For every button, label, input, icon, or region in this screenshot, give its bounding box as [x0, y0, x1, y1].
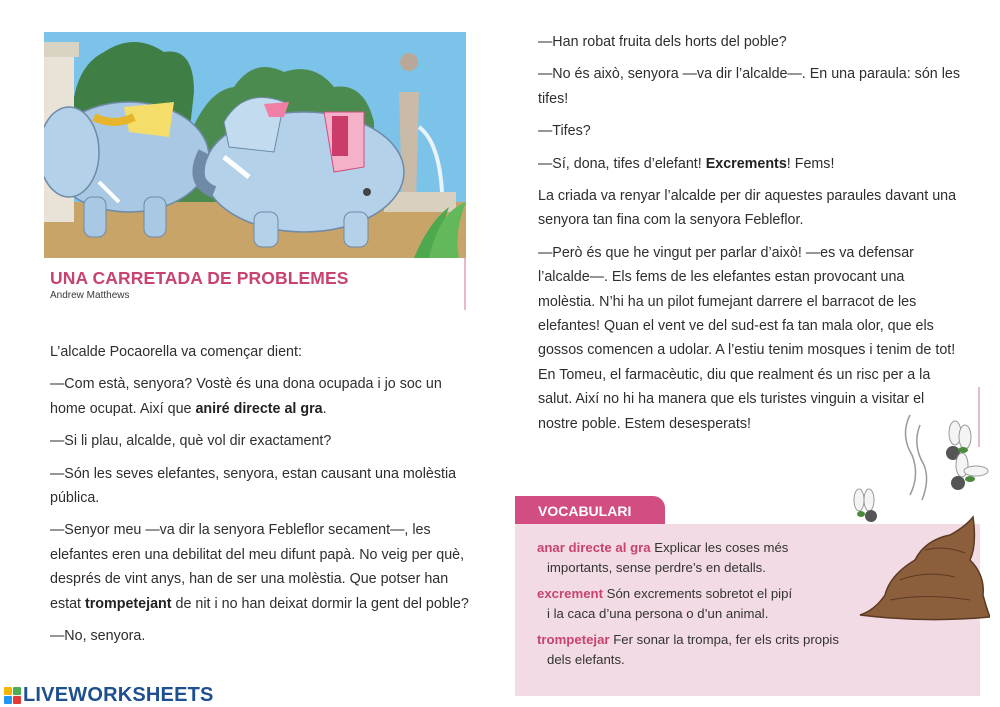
bold-term: Excrements — [705, 155, 787, 172]
liveworksheets-logo[interactable]: LIVEWORKSHEETS — [4, 684, 214, 707]
paragraph: —Però és que he vingut per parlar d’això! —es va defensar l’alcalde—. Els fems de les elefantes estan provocant una molèstia. N’hi ha un pilot fumejant darrere el barracot de les elefantes! Quan el vent ve del sud-est fa tan mala olor, que els gossos comencen a udolar. A l’estiu tenim mosques i tenim de tot! En Tomeu, el farmacèutic, diu que realment és un risc per a la salut. Així no hi ha manera que els turistes vinguin a visitar el nostre poble. Estem desesperats! — [538, 244, 956, 432]
paragraph: —No és això, senyora —va dir l’alcalde—. En una paraula: són les tifes! — [538, 66, 960, 107]
vocabulary-item: anar directe al gra Explicar les coses més importants, sense perdre’s en detalls. — [537, 540, 789, 575]
paragraph: —Com està, senyora? Vostè és una dona ocupada i jo soc un home ocupat. Així que aniré directe al gra. — [50, 376, 442, 417]
paragraph: —Sí, dona, tifes d’elefant! Excrements! Fems! — [538, 155, 835, 172]
paragraph: —Tifes? — [538, 123, 591, 140]
vocabulary-term: excrement — [537, 586, 603, 601]
vocabulary-term: trompetejar — [537, 632, 610, 647]
bold-term: aniré directe al gra — [195, 400, 323, 417]
paragraph: —Senyor meu —va dir la senyora Febleflor secament—, les elefantes eren una debilitat del meu difunt papà. No veig per què, després de vint anys, han de ser una molèstia. Que potser han estat trompetejant de nit i no han deixat dormir la gent del poble? — [50, 522, 469, 612]
vocabulary-term: anar directe al gra — [537, 540, 651, 555]
bold-term: trompetejant — [84, 595, 172, 612]
story-illustration — [44, 32, 466, 258]
logo-blocks-icon — [4, 687, 21, 704]
paragraph: La criada va renyar l’alcalde per dir aquestes paraules davant una senyora tan fina com la senyora Febleflor. — [538, 188, 957, 229]
paragraph: —Són les seves elefantes, senyora, estan causant una molèstia pública. — [50, 465, 457, 507]
paragraph: L’alcalde Pocaorella va començar dient: — [50, 344, 302, 360]
divider-line — [464, 258, 466, 310]
vocabulary-item: trompetejar Fer sonar la trompa, fer els crits propis dels elefants. — [537, 632, 839, 667]
paragraph: —No, senyora. — [50, 628, 146, 645]
flies-icon — [840, 410, 1000, 530]
vocabulary-list — [537, 538, 867, 676]
vocabulary-title: VOCABULARI — [515, 496, 665, 524]
vocabulary-item: excrement Són excrements sobretot el pipí i la caca d’una persona o d’un animal. — [537, 586, 793, 621]
paragraph: —Han robat fruita dels horts del poble? — [538, 34, 787, 50]
paragraph: —Si li plau, alcalde, què vol dir exactament? — [50, 433, 332, 450]
story-author: Andrew Matthews — [50, 290, 130, 301]
elephants-illustration-icon — [44, 32, 466, 258]
story-title: UNA CARRETADA DE PROBLEMES — [50, 268, 349, 288]
right-column-text — [538, 30, 963, 444]
poop-icon — [855, 515, 990, 625]
left-column-text — [50, 340, 470, 656]
